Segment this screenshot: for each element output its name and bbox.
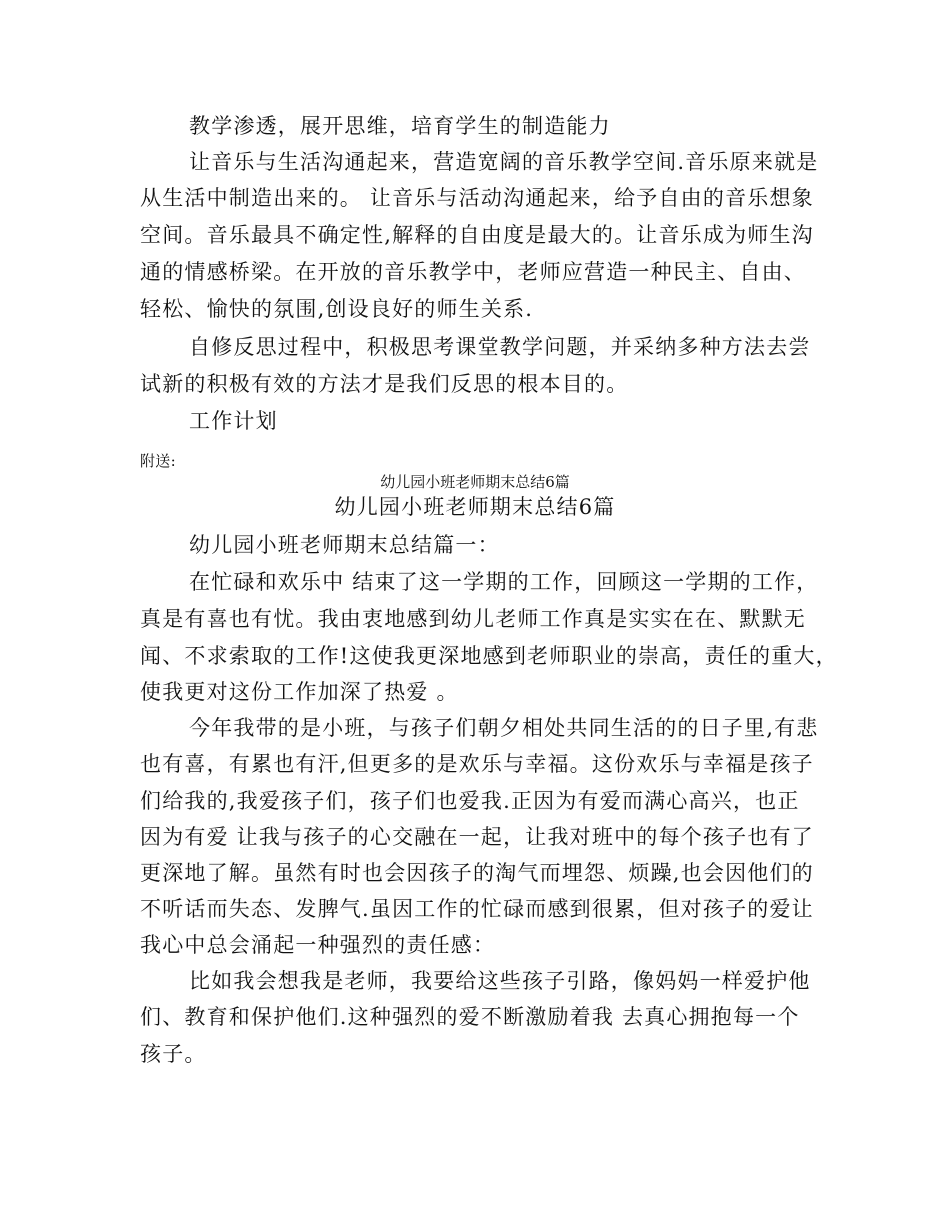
text-line: 使我更对这份工作加深了热爱 。 [140,680,459,704]
section-heading: 幼儿园小班老师期末总结篇一： [189,533,500,557]
text-line: 更深地了解。虽然有时也会因孩子的淘气而埋怨、烦躁,也会因他们的 [140,861,814,885]
document-title: 幼儿园小班老师期末总结6篇 [334,495,616,519]
text-line: 闻、不求索取的工作!这使我更深地感到老师职业的崇高，责任的重大， [140,644,838,668]
text-line: 自修反思过程中，积极思考课堂教学问题，并采纳多种方法去尝 [189,335,811,359]
text-line: 今年我带的是小班，与孩子们朝夕相处共同生活的的日子里,有悲 [189,716,819,740]
text-line: 孩子。 [140,1042,207,1066]
text-line: 不听话而失态、发脾气.虽因工作的忙碌而感到很累，但对孩子的爱让 [140,897,814,921]
text-line: 我心中总会涌起一种强烈的责任感： [140,933,496,957]
text-line: 教学渗透，展开思维，培育学生的制造能力 [189,114,611,138]
text-line: 也有喜，有累也有汗,但更多的是欢乐与幸福。这份欢乐与幸福是孩子 [140,752,814,776]
text-line: 们给我的,我爱孩子们，孩子们也爱我.正因为有爱而满心高兴，也正 [140,789,800,813]
text-line: 通的情感桥梁。在开放的音乐教学中，老师应营造一种民主、自由、 [140,260,806,284]
text-line: 空间。音乐最具不确定性,解释的自由度是最大的。让音乐成为师生沟 [140,223,814,247]
text-line: 真是有喜也有忧。我由衷地感到幼儿老师工作真是实实在在、默默无 [140,607,806,631]
document-subtitle: 幼儿园小班老师期末总结6篇 [380,473,570,491]
text-line: 从生活中制造出来的。 让音乐与活动沟通起来，给予自由的音乐想象 [140,186,814,210]
text-line: 因为有爱 让我与孩子的心交融在一起，让我对班中的每个孩子也有了 [140,825,814,849]
text-line: 试新的积极有效的方法才是我们反思的根本目的。 [140,372,629,396]
text-line: 们、教育和保护他们.这种强烈的爱不断激励着我 去真心拥抱每一个 [140,1005,800,1029]
text-line: 在忙碌和欢乐中 结束了这一学期的工作，回顾这一学期的工作， [189,570,819,594]
text-line: 比如我会想我是老师，我要给这些孩子引路，像妈妈一样爱护他 [189,969,811,993]
text-line: 工作计划 [189,409,278,433]
appendix-label: 附送: [140,452,176,470]
text-line: 让音乐与生活沟通起来，营造宽阔的音乐教学空间.音乐原来就是 [189,150,819,174]
text-line: 轻松、愉快的氛围,创设良好的师生关系. [140,297,534,321]
